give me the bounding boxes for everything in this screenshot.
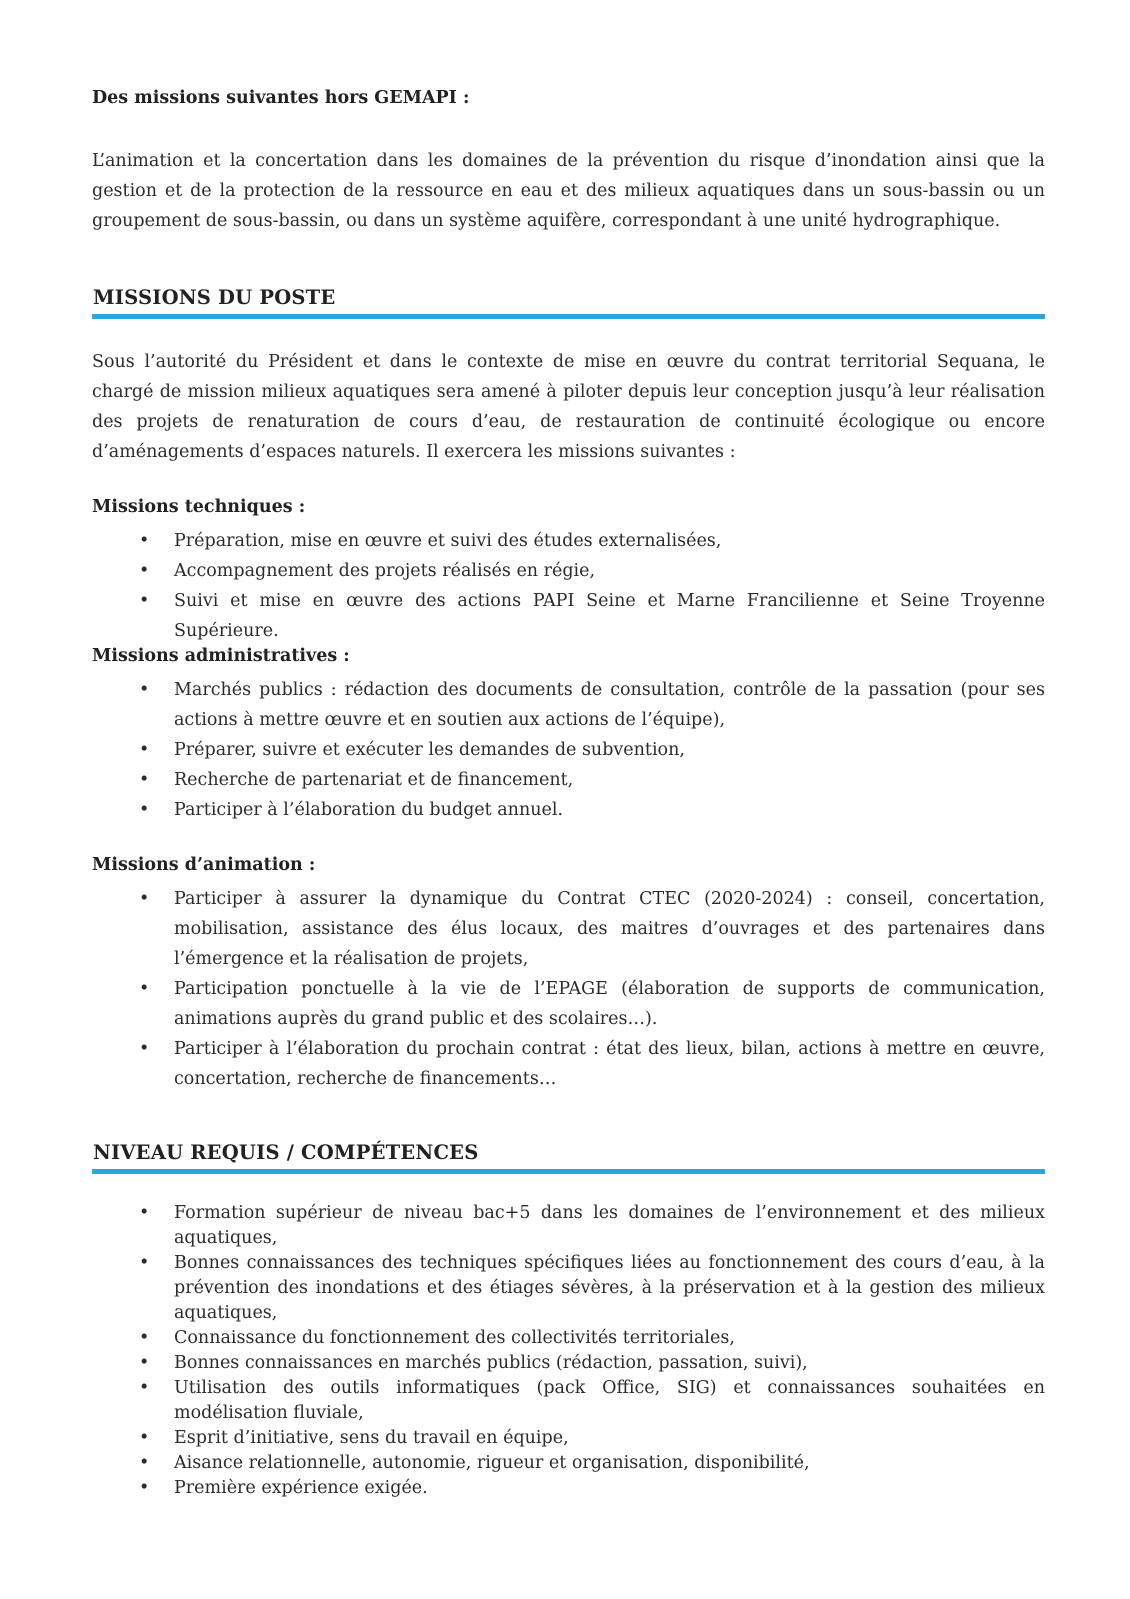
section-heading-niveau-text: NIVEAU REQUIS / COMPÉTENCES [93,1141,479,1164]
bullet-icon: • [139,1478,150,1498]
bullet-icon: • [139,1428,150,1448]
section-heading-missions-text: MISSIONS DU POSTE [93,286,336,309]
list-item: • Bonnes connaissances en marchés publics (rédaction, passation, suivi), [92,1351,1045,1376]
bullet-icon: • [139,1039,150,1059]
missions-intro: Sous l’autorité du Président et dans le contexte de mise en œuvre du contrat territorial Sequana, le chargé de mission milieux aquatiques sera amené à piloter depuis leur conception jusqu’à leur réalisation des projets de renaturation de cours d’eau, de restauration de continuité écologique ou encore d’aménagements d’espaces naturels. Il exercera les missions suivantes : [92,352,1045,462]
bullet-icon: • [139,800,150,820]
list-item: • Participer à assurer la dynamique du Contrat CTEC (2020-2024) : conseil, concertation, mobilisation, assistance des élus locaux, des maitres d’ouvrages et des partenaires dans l’émergence et la réalisation de projets, [92,884,1045,974]
missions-techniques-list [92,526,1045,646]
section-heading-niveau [92,1141,1045,1164]
list-item: • Aisance relationnelle, autonomie, rigueur et organisation, disponibilité, [92,1451,1045,1476]
list-item: • Accompagnement des projets réalisés en régie, [92,556,1045,586]
list-item: • Préparer, suivre et exécuter les demandes de subvention, [92,735,1045,765]
bullet-icon: • [139,1328,150,1348]
list-item: • Participation ponctuelle à la vie de l’EPAGE (élaboration de supports de communication, animations auprès du grand public et des scolaires…). [92,974,1045,1034]
section-heading-rule [92,1169,1045,1174]
bullet-icon: • [139,680,150,700]
bullet-icon: • [139,770,150,790]
list-item: • Marchés publics : rédaction des documents de consultation, contrôle de la passation (pour ses actions à mettre œuvre et en soutien aux actions de l’équipe), [92,675,1045,735]
list-item: • Participer à l’élaboration du prochain contrat : état des lieux, bilan, actions à mettre en œuvre, concertation, recherche de financements… [92,1034,1045,1094]
section-heading-missions [92,286,1045,309]
bullet-icon: • [139,1353,150,1373]
list-item: • Bonnes connaissances des techniques spécifiques liées au fonctionnement des cours d’eau, à la prévention des inondations et des étiages sévères, à la préservation et à la gestion des milieux aquatiques, [139,1253,1045,1323]
hors-gemapi-text: L’animation et la concertation dans les domaines de la prévention du risque d’inondation ainsi que la gestion et de la protection de la ressource en eau et des milieux aquatiques dans un sous-bassin ou un groupement de sous-bassin, ou dans un système aquifère, correspondant à une unité hydrographique. [92,151,1045,231]
list-item: • Recherche de partenariat et de financement, [92,765,1045,795]
missions-administratives-title: Missions administratives : [92,646,350,666]
bullet-icon: • [139,531,150,551]
bullet-icon: • [139,889,150,909]
list-item: • Première expérience exigée. [92,1476,1045,1501]
competences-list [92,1201,1045,1501]
bullet-icon: • [139,1378,150,1398]
list-item: • Utilisation des outils informatiques (pack Office, SIG) et connaissances souhaitées en modélisation fluviale, [139,1378,1045,1423]
bullet-icon: • [139,979,150,999]
list-item: • Connaissance du fonctionnement des collectivités territoriales, [92,1326,1045,1351]
missions-animation-list [92,884,1045,1094]
list-item: • Suivi et mise en œuvre des actions PAPI Seine et Marne Francilienne et Seine Troyenne Supérieure. [92,586,1045,646]
missions-administratives-list [92,675,1045,825]
section-heading-rule [92,314,1045,319]
list-item: • Préparation, mise en œuvre et suivi des études externalisées, [92,526,1045,556]
missions-techniques-title: Missions techniques : [92,497,306,517]
list-item: • Formation supérieur de niveau bac+5 dans les domaines de l’environnement et des milieux aquatiques, [139,1203,1045,1248]
hors-gemapi-title: Des missions suivantes hors GEMAPI : [92,88,470,108]
list-item: • Esprit d’initiative, sens du travail en équipe, [92,1426,1045,1451]
list-item: • Participer à l’élaboration du budget annuel. [92,795,1045,825]
missions-animation-title: Missions d’animation : [92,855,316,875]
bullet-icon: • [139,740,150,760]
bullet-icon: • [139,1203,150,1223]
bullet-icon: • [139,1253,150,1273]
bullet-icon: • [139,561,150,581]
bullet-icon: • [139,1453,150,1473]
bullet-icon: • [139,591,150,611]
